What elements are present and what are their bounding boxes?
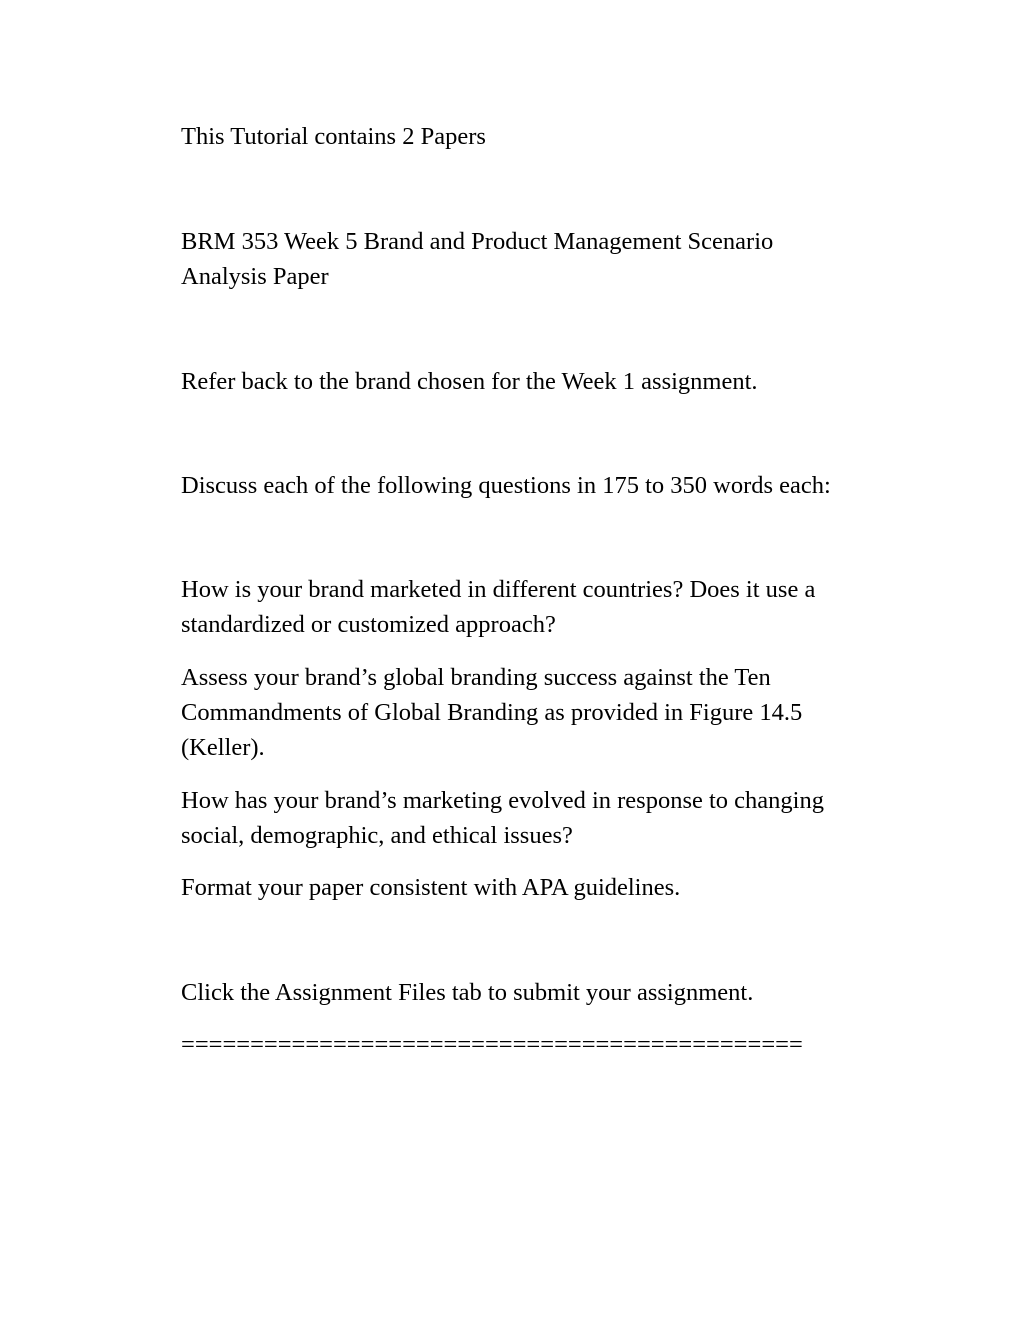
submit-instruction: Click the Assignment Files tab to submit your assignment. (181, 979, 754, 1006)
question-2-line-1: Assess your brand’s global branding success against the Ten (181, 664, 771, 691)
question-2-line-3: (Keller). (181, 734, 265, 761)
paper-title-line-1: BRM 353 Week 5 Brand and Product Management Scenario (181, 228, 774, 255)
paper-title-line-2: Analysis Paper (181, 263, 329, 290)
question-1-line-2: standardized or customized approach? (181, 611, 556, 638)
question-3-line-2: social, demographic, and ethical issues? (181, 822, 573, 849)
question-2-line-2: Commandments of Global Branding as provided in Figure 14.5 (181, 699, 803, 726)
discuss-instruction: Discuss each of the following questions in 175 to 350 words each: (181, 472, 831, 499)
question-3-line-1: How has your brand’s marketing evolved in response to changing (181, 787, 824, 814)
question-4-line-1: Format your paper consistent with APA guidelines. (181, 874, 681, 901)
question-1-line-1: How is your brand marketed in different countries? Does it use a (181, 576, 816, 603)
separator-line: ============================================= (181, 1031, 803, 1058)
intro-text: This Tutorial contains 2 Papers (181, 123, 486, 150)
refer-instruction: Refer back to the brand chosen for the Week 1 assignment. (181, 368, 758, 395)
